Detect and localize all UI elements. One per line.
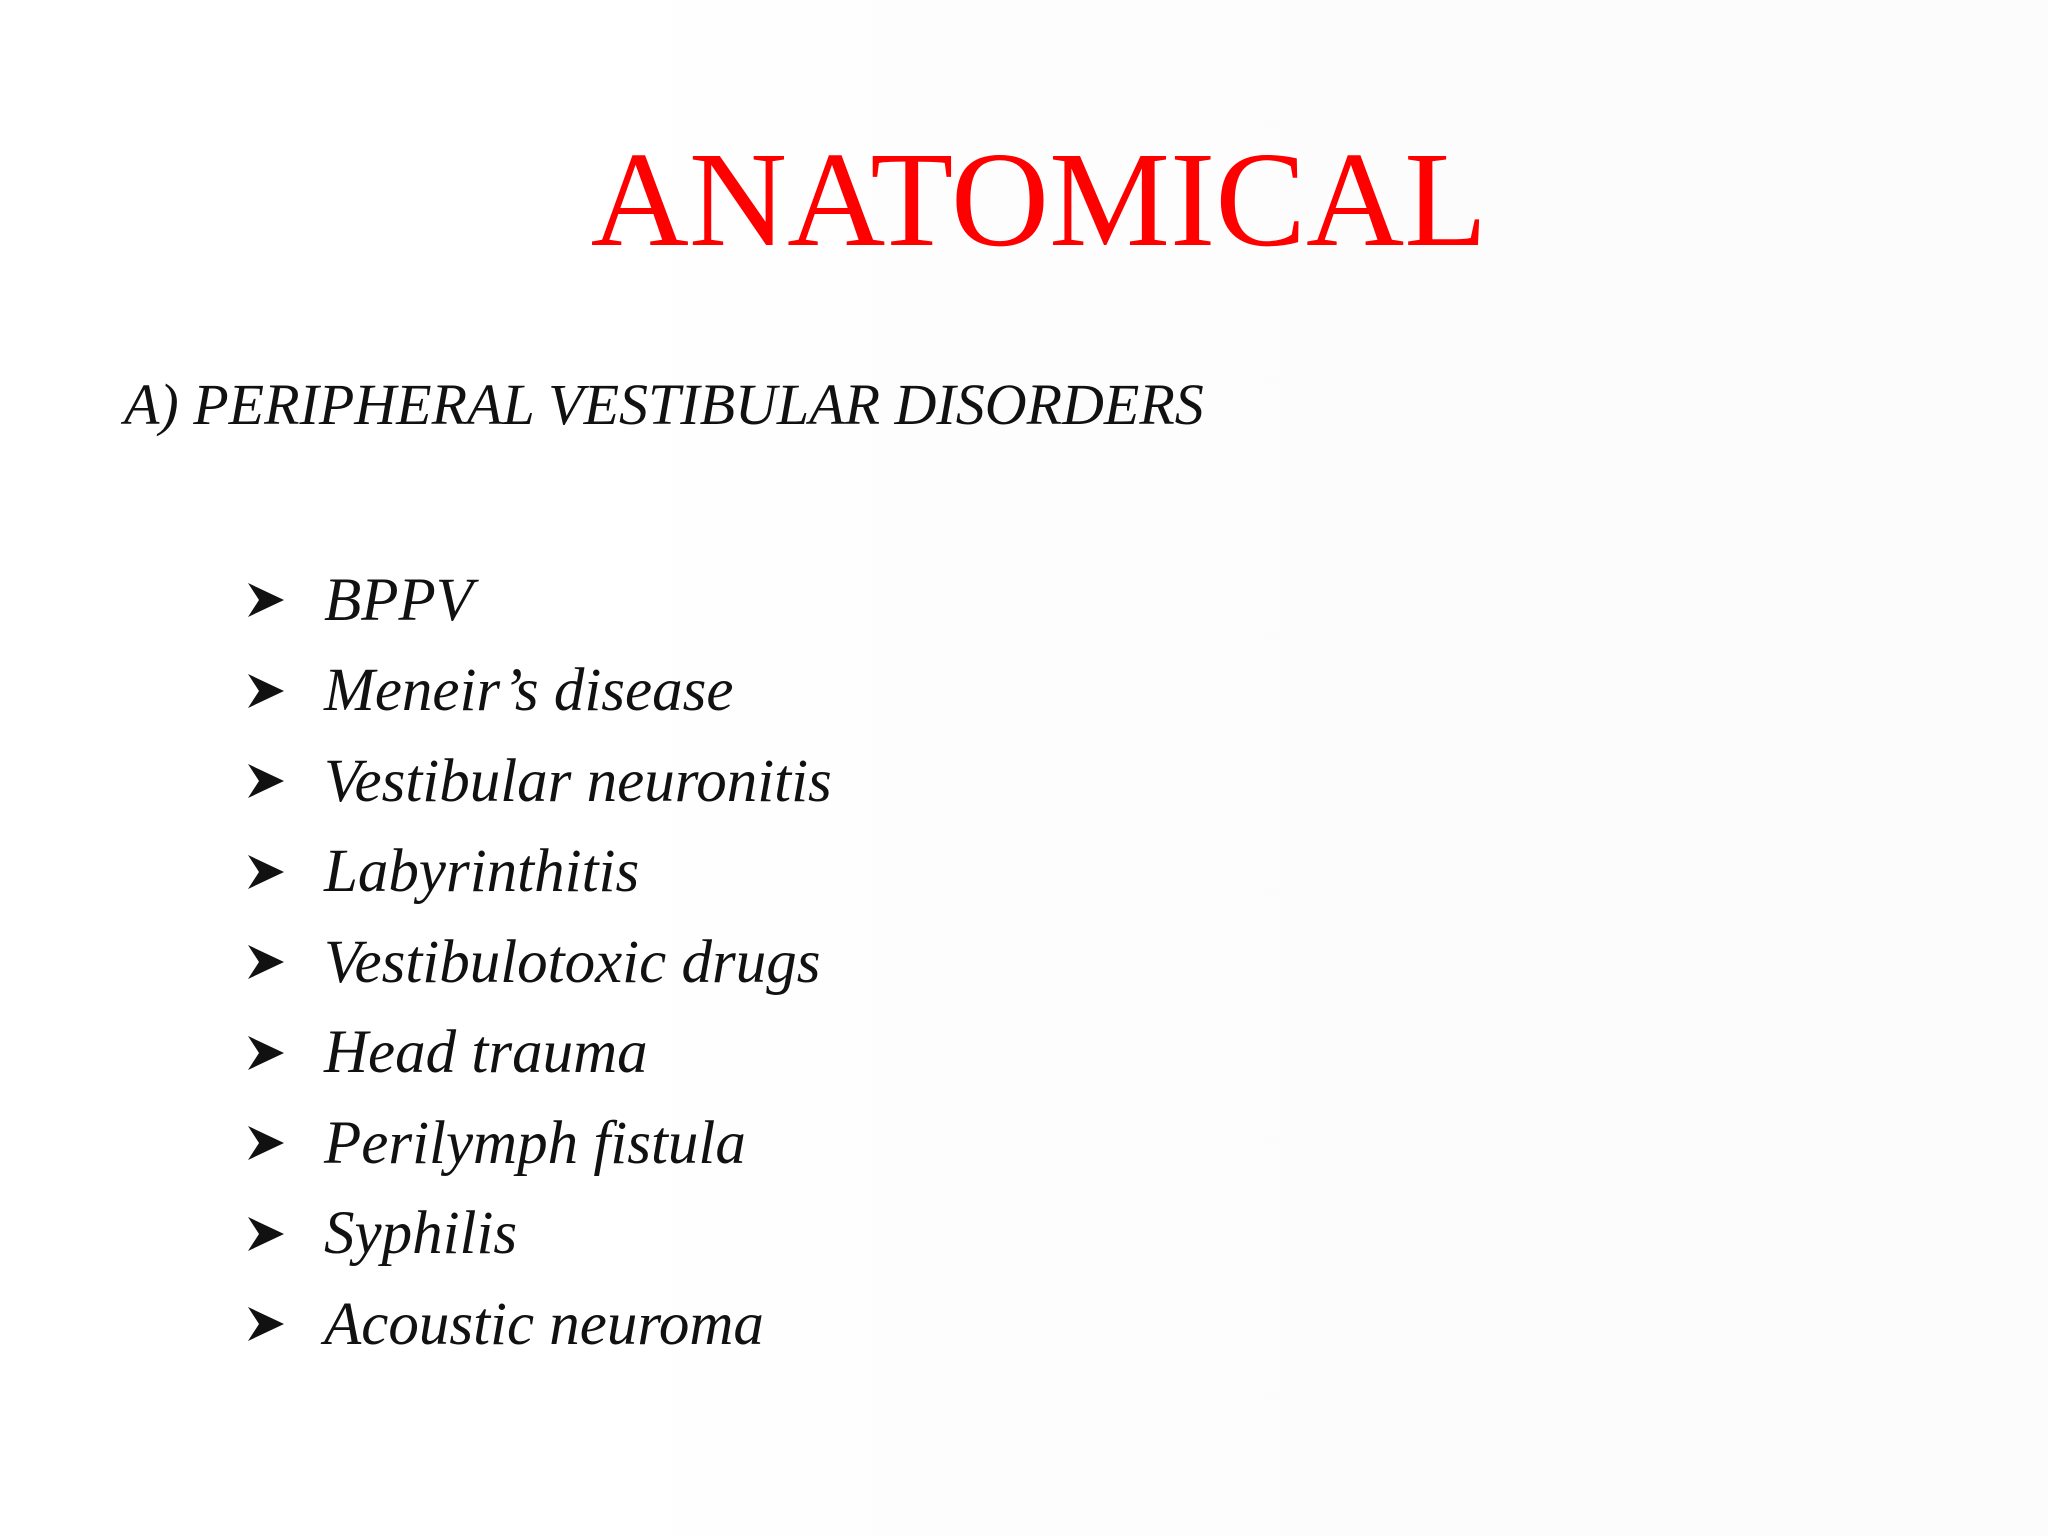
- list-item: [246, 1098, 832, 1189]
- list-item-label: BPPV: [324, 566, 474, 634]
- arrowhead-bullet-icon: [246, 582, 324, 618]
- list-item-label: Labyrinthitis: [324, 838, 640, 906]
- list-item: [246, 555, 832, 646]
- arrowhead-bullet-icon: [246, 1035, 324, 1071]
- arrowhead-bullet-icon: [246, 1125, 324, 1161]
- list-item: [246, 827, 832, 918]
- arrowhead-bullet-icon: [246, 673, 324, 709]
- arrowhead-bullet-icon: [246, 1306, 324, 1342]
- list-item: [246, 917, 832, 1008]
- list-item-label: Meneir’s disease: [324, 657, 734, 725]
- arrowhead-bullet-icon: [246, 854, 324, 890]
- list-item-label: Head trauma: [324, 1019, 648, 1087]
- list-item-label: Vestibular neuronitis: [324, 747, 832, 815]
- list-item: [246, 646, 832, 737]
- list-item: [246, 1279, 832, 1370]
- list-item-label: Perilymph fistula: [324, 1109, 746, 1177]
- arrowhead-bullet-icon: [246, 944, 324, 980]
- list-item: [246, 736, 832, 827]
- list-item: [246, 1189, 832, 1280]
- disorder-list: [246, 555, 832, 1370]
- list-item-label: Vestibulotoxic drugs: [324, 928, 821, 996]
- list-item-label: Acoustic neuroma: [324, 1290, 764, 1358]
- arrowhead-bullet-icon: [246, 1216, 324, 1252]
- list-item-label: Syphilis: [324, 1200, 518, 1268]
- slide-title: ANATOMICAL: [590, 125, 1488, 275]
- section-heading: A) PERIPHERAL VESTIBULAR DISORDERS: [124, 372, 1204, 437]
- arrowhead-bullet-icon: [246, 763, 324, 799]
- list-item: [246, 1008, 832, 1099]
